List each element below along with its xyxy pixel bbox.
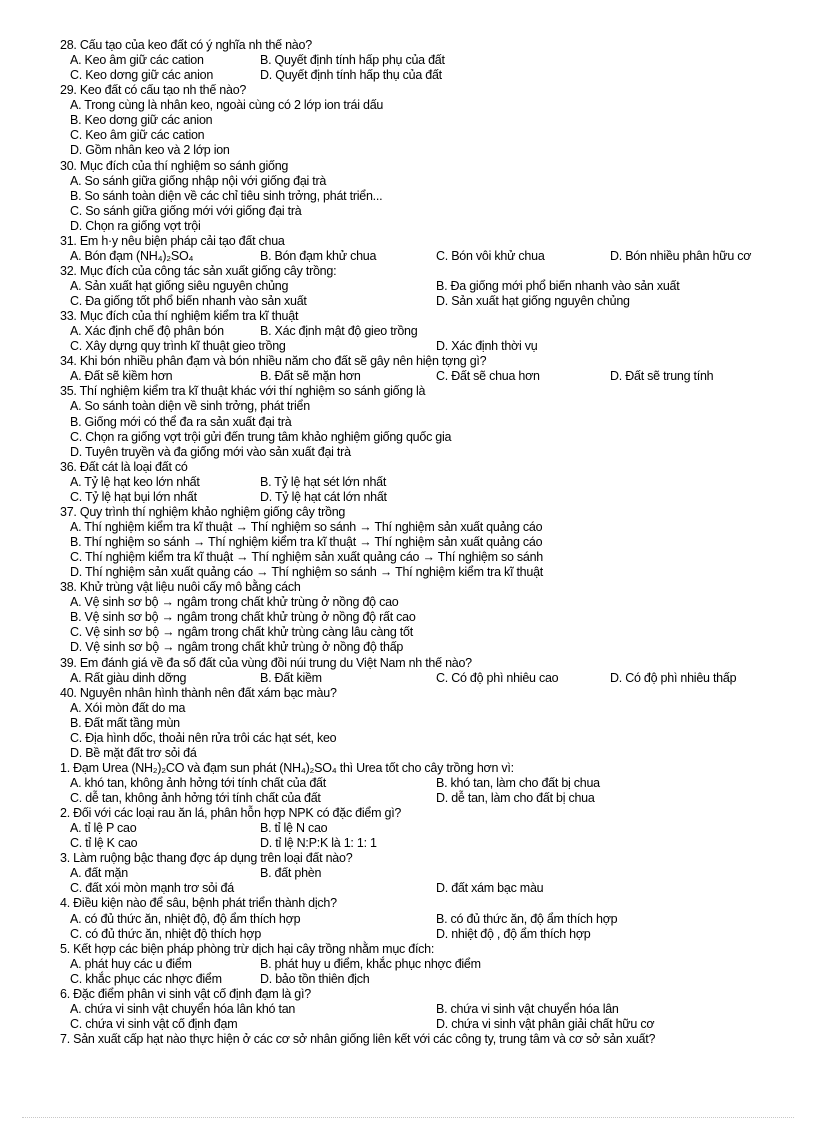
option-text: C. Thí nghiệm kiểm tra kĩ thuật → Thí nghiệm sản xuất quảng cáo → Thí nghiệm so sánh	[70, 550, 544, 564]
question-text: 33. Mục đích của thí nghiệm kiểm tra kĩ thuật	[60, 309, 299, 324]
question-text: 39. Em đánh giá về đa số đất của vùng đồi núi trung du Việt Nam nh thế nào?	[60, 655, 472, 670]
option-text: C. Keo dơng giữ các anion	[70, 68, 214, 83]
option-text: C. Bón vôi khử chua	[436, 248, 545, 263]
option-text: B. chứa vi sinh vật chuyển hóa lân	[436, 1001, 619, 1016]
question-text: 7. Sản xuất cấp hạt nào thực hiện ở các cơ sở nhân giống liên kết với các công ty, trung tâm và cơ sở sản xuất?	[60, 1032, 656, 1046]
option-text: C. tỉ lệ K cao	[70, 836, 138, 851]
question-text: 38. Khử trùng vật liệu nuôi cấy mô bằng cách	[60, 580, 301, 595]
option-text: B. So sánh toàn diện về các chỉ tiêu sinh trởng, phát triển...	[70, 188, 383, 203]
option-text: C. chứa vi sinh vật cố định đạm	[70, 1016, 238, 1031]
option-text: D. Gồm nhân keo và 2 lớp ion	[70, 143, 230, 158]
option-text: C. Đất sẽ chua hơn	[436, 369, 540, 384]
option-text: D. Đất sẽ trung tính	[610, 369, 714, 384]
option-text: D. Xác định thời vụ	[436, 339, 538, 354]
option-text: D. đất xám bạc màu	[436, 881, 544, 896]
option-text: B. khó tan, làm cho đất bị chua	[436, 775, 600, 790]
option-text: B. tỉ lệ N cao	[260, 821, 328, 836]
option-text: B. Đất kiềm	[260, 670, 322, 685]
option-text: C. Xây dựng quy trình kĩ thuật gieo trồng	[70, 339, 286, 354]
option-text: B. Bón đạm khử chua	[260, 248, 377, 263]
option-text: A. có đủ thức ăn, nhiệt độ, độ ẩm thích hợp	[70, 911, 301, 926]
question-text: 2. Đối với các loại rau ăn lá, phân hỗn hợp NPK có đặc điểm gì?	[60, 806, 402, 821]
question-text: 34. Khi bón nhiều phân đạm và bón nhiều năm cho đất sẽ gây nên hiện tợng gì?	[60, 354, 487, 369]
option-text: B. phát huy u điểm, khắc phục nhợc điểm	[260, 956, 481, 971]
option-text: A. Rất giàu dinh dỡng	[70, 670, 187, 685]
option-text: B. có đủ thức ăn, độ ẩm thích hợp	[436, 911, 618, 926]
question-text: 30. Mục đích của thí nghiệm so sánh giống	[60, 158, 289, 173]
option-text: D. Vệ sinh sơ bộ → ngâm trong chất khử trùng ở nồng độ thấp	[70, 640, 404, 655]
option-text: D. Tuyên truyền và đa giống mới vào sản xuất đại trà	[70, 444, 351, 459]
option-text: D. bảo tồn thiên địch	[260, 971, 370, 986]
option-text: A. đất mặn	[70, 866, 128, 881]
option-text: C. Đa giống tốt phổ biến nhanh vào sản xuất	[70, 294, 307, 308]
option-text: A. tỉ lệ P cao	[70, 821, 137, 836]
option-text: D. Tỷ lệ hạt cát lớn nhất	[260, 489, 387, 504]
page-bottom-dotted-border	[22, 1117, 794, 1118]
option-text: D. Bề mặt đất trơ sỏi đá	[70, 745, 197, 760]
question-text: 1. Đạm Urea (NH₂)₂CO và đạm sun phát (NH₄)₂SO₄ thì Urea tốt cho cây trồng hơn vì:	[60, 760, 514, 775]
option-text: B. Thí nghiệm so sánh → Thí nghiệm kiểm tra kĩ thuật → Thí nghiệm sản xuất quảng cáo	[70, 535, 543, 549]
option-text: A. phát huy các u điểm	[70, 956, 192, 971]
option-text: B. Keo dơng giữ các anion	[70, 113, 213, 128]
question-text: 6. Đặc điểm phân vi sinh vật cố định đạm là gì?	[60, 986, 311, 1001]
option-text: D. nhiệt độ , độ ẩm thích hợp	[436, 926, 591, 941]
question-text: 28. Cấu tạo của keo đất có ý nghĩa nh thế nào?	[60, 38, 312, 52]
option-text: B. đất phèn	[260, 866, 322, 881]
option-text: B. Vệ sinh sơ bộ → ngâm trong chất khử trùng ở nồng độ rất cao	[70, 610, 416, 625]
option-text: C. Chọn ra giống vợt trội gửi đến trung tâm khảo nghiệm giống quốc gia	[70, 429, 452, 444]
question-text: 40. Nguyên nhân hình thành nên đất xám bạc màu?	[60, 685, 337, 700]
question-text: 35. Thí nghiệm kiểm tra kĩ thuật khác với thí nghiệm so sánh giống là	[60, 384, 426, 399]
option-text: C. So sánh giữa giống mới với giống đại trà	[70, 203, 302, 218]
option-text: A. So sánh giữa giống nhập nội với giống đại trà	[70, 173, 327, 188]
option-text: C. Keo âm giữ các cation	[70, 128, 205, 143]
option-text: D. tỉ lệ N:P:K là 1: 1: 1	[260, 836, 377, 851]
option-text: A. Đất sẽ kiềm hơn	[70, 369, 173, 384]
question-text: 36. Đất cát là loại đất có	[60, 459, 188, 474]
option-text: D. chứa vi sinh vật phân giải chất hữu cơ	[436, 1016, 655, 1031]
option-text: D. Có độ phì nhiêu thấp	[610, 670, 737, 685]
question-text: 32. Mục đích của công tác sản xuất giống cây trồng:	[60, 263, 337, 278]
option-text: A. khó tan, không ảnh hởng tới tính chất của đất	[70, 775, 326, 790]
option-text: C. Tỷ lệ hạt bụi lớn nhất	[70, 489, 197, 504]
option-text: C. đất xói mòn mạnh trơ sỏi đá	[70, 881, 234, 896]
option-text: D. dễ tan, làm cho đất bị chua	[436, 791, 595, 805]
option-text: D. Thí nghiệm sản xuất quảng cáo → Thí nghiệm so sánh → Thí nghiệm kiểm tra kĩ thuật	[70, 565, 544, 580]
option-text: A. Tỷ lệ hạt keo lớn nhất	[70, 474, 200, 489]
option-text: B. Đất sẽ mặn hơn	[260, 369, 361, 384]
option-text: D. Chọn ra giống vợt trội	[70, 218, 201, 233]
option-text: A. chứa vi sinh vật chuyển hóa lân khó tan	[70, 1001, 296, 1016]
option-text: B. Giống mới có thể đa ra sản xuất đại trà	[70, 414, 292, 429]
question-text: 5. Kết hợp các biện pháp phòng trừ dịch hại cây trồng nhằm mục đích:	[60, 941, 435, 956]
option-text: D. Bón nhiều phân hữu cơ	[610, 248, 752, 263]
question-text: 3. Làm ruộng bậc thang đợc áp dụng trên loại đất nào?	[60, 851, 353, 866]
option-text: D. Quyết định tính hấp thụ của đất	[260, 68, 442, 83]
option-text: A. So sánh toàn diện về sinh trởng, phát triển	[70, 399, 310, 414]
option-text: A. Trong cùng là nhân keo, ngoài cùng có 2 lớp ion trái dấu	[70, 98, 384, 113]
option-text: B. Đa giống mới phổ biến nhanh vào sản xuất	[436, 279, 680, 293]
option-text: A. Xác định chế độ phân bón	[70, 324, 224, 339]
option-text: A. Keo âm giữ các cation	[70, 53, 204, 68]
option-text: A. Thí nghiệm kiểm tra kĩ thuật → Thí nghiệm so sánh → Thí nghiệm sản xuất quảng cáo	[70, 519, 543, 534]
question-text: 4. Điều kiện nào để sâu, bệnh phát triển thành dịch?	[60, 896, 337, 911]
option-text: C. Có độ phì nhiêu cao	[436, 670, 559, 685]
option-text: D. Sản xuất hạt giống nguyên chủng	[436, 294, 630, 308]
option-text: B. Quyết định tính hấp phụ của đất	[260, 53, 445, 68]
option-text: C. Địa hình dốc, thoải nên rửa trôi các hạt sét, keo	[70, 730, 337, 745]
question-text: 37. Quy trình thí nghiệm khảo nghiệm giống cây trồng	[60, 504, 346, 519]
option-text: B. Đất mất tầng mùn	[70, 715, 180, 730]
option-text: A. Xói mòn đất do ma	[70, 700, 186, 715]
option-text: B. Xác định mật độ gieo trồng	[260, 324, 418, 339]
option-text: C. Vệ sinh sơ bộ → ngâm trong chất khử trùng càng lâu càng tốt	[70, 625, 413, 640]
question-text: 29. Keo đất có cấu tạo nh thế nào?	[60, 83, 247, 98]
option-text: C. khắc phục các nhợc điểm	[70, 971, 222, 986]
option-text: A. Sản xuất hạt giống siêu nguyên chủng	[70, 279, 289, 293]
question-text: 31. Em h·y nêu biện pháp cải tạo đất chua	[60, 233, 285, 248]
option-text: B. Tỷ lệ hạt sét lớn nhất	[260, 474, 387, 489]
option-text: C. có đủ thức ăn, nhiệt độ thích hợp	[70, 926, 262, 941]
option-text: C. dễ tan, không ảnh hởng tới tính chất của đất	[70, 791, 321, 805]
option-text: A. Vệ sinh sơ bộ → ngâm trong chất khử trùng ở nồng độ cao	[70, 595, 399, 610]
option-text: A. Bón đạm (NH₄)₂SO₄	[70, 248, 194, 263]
